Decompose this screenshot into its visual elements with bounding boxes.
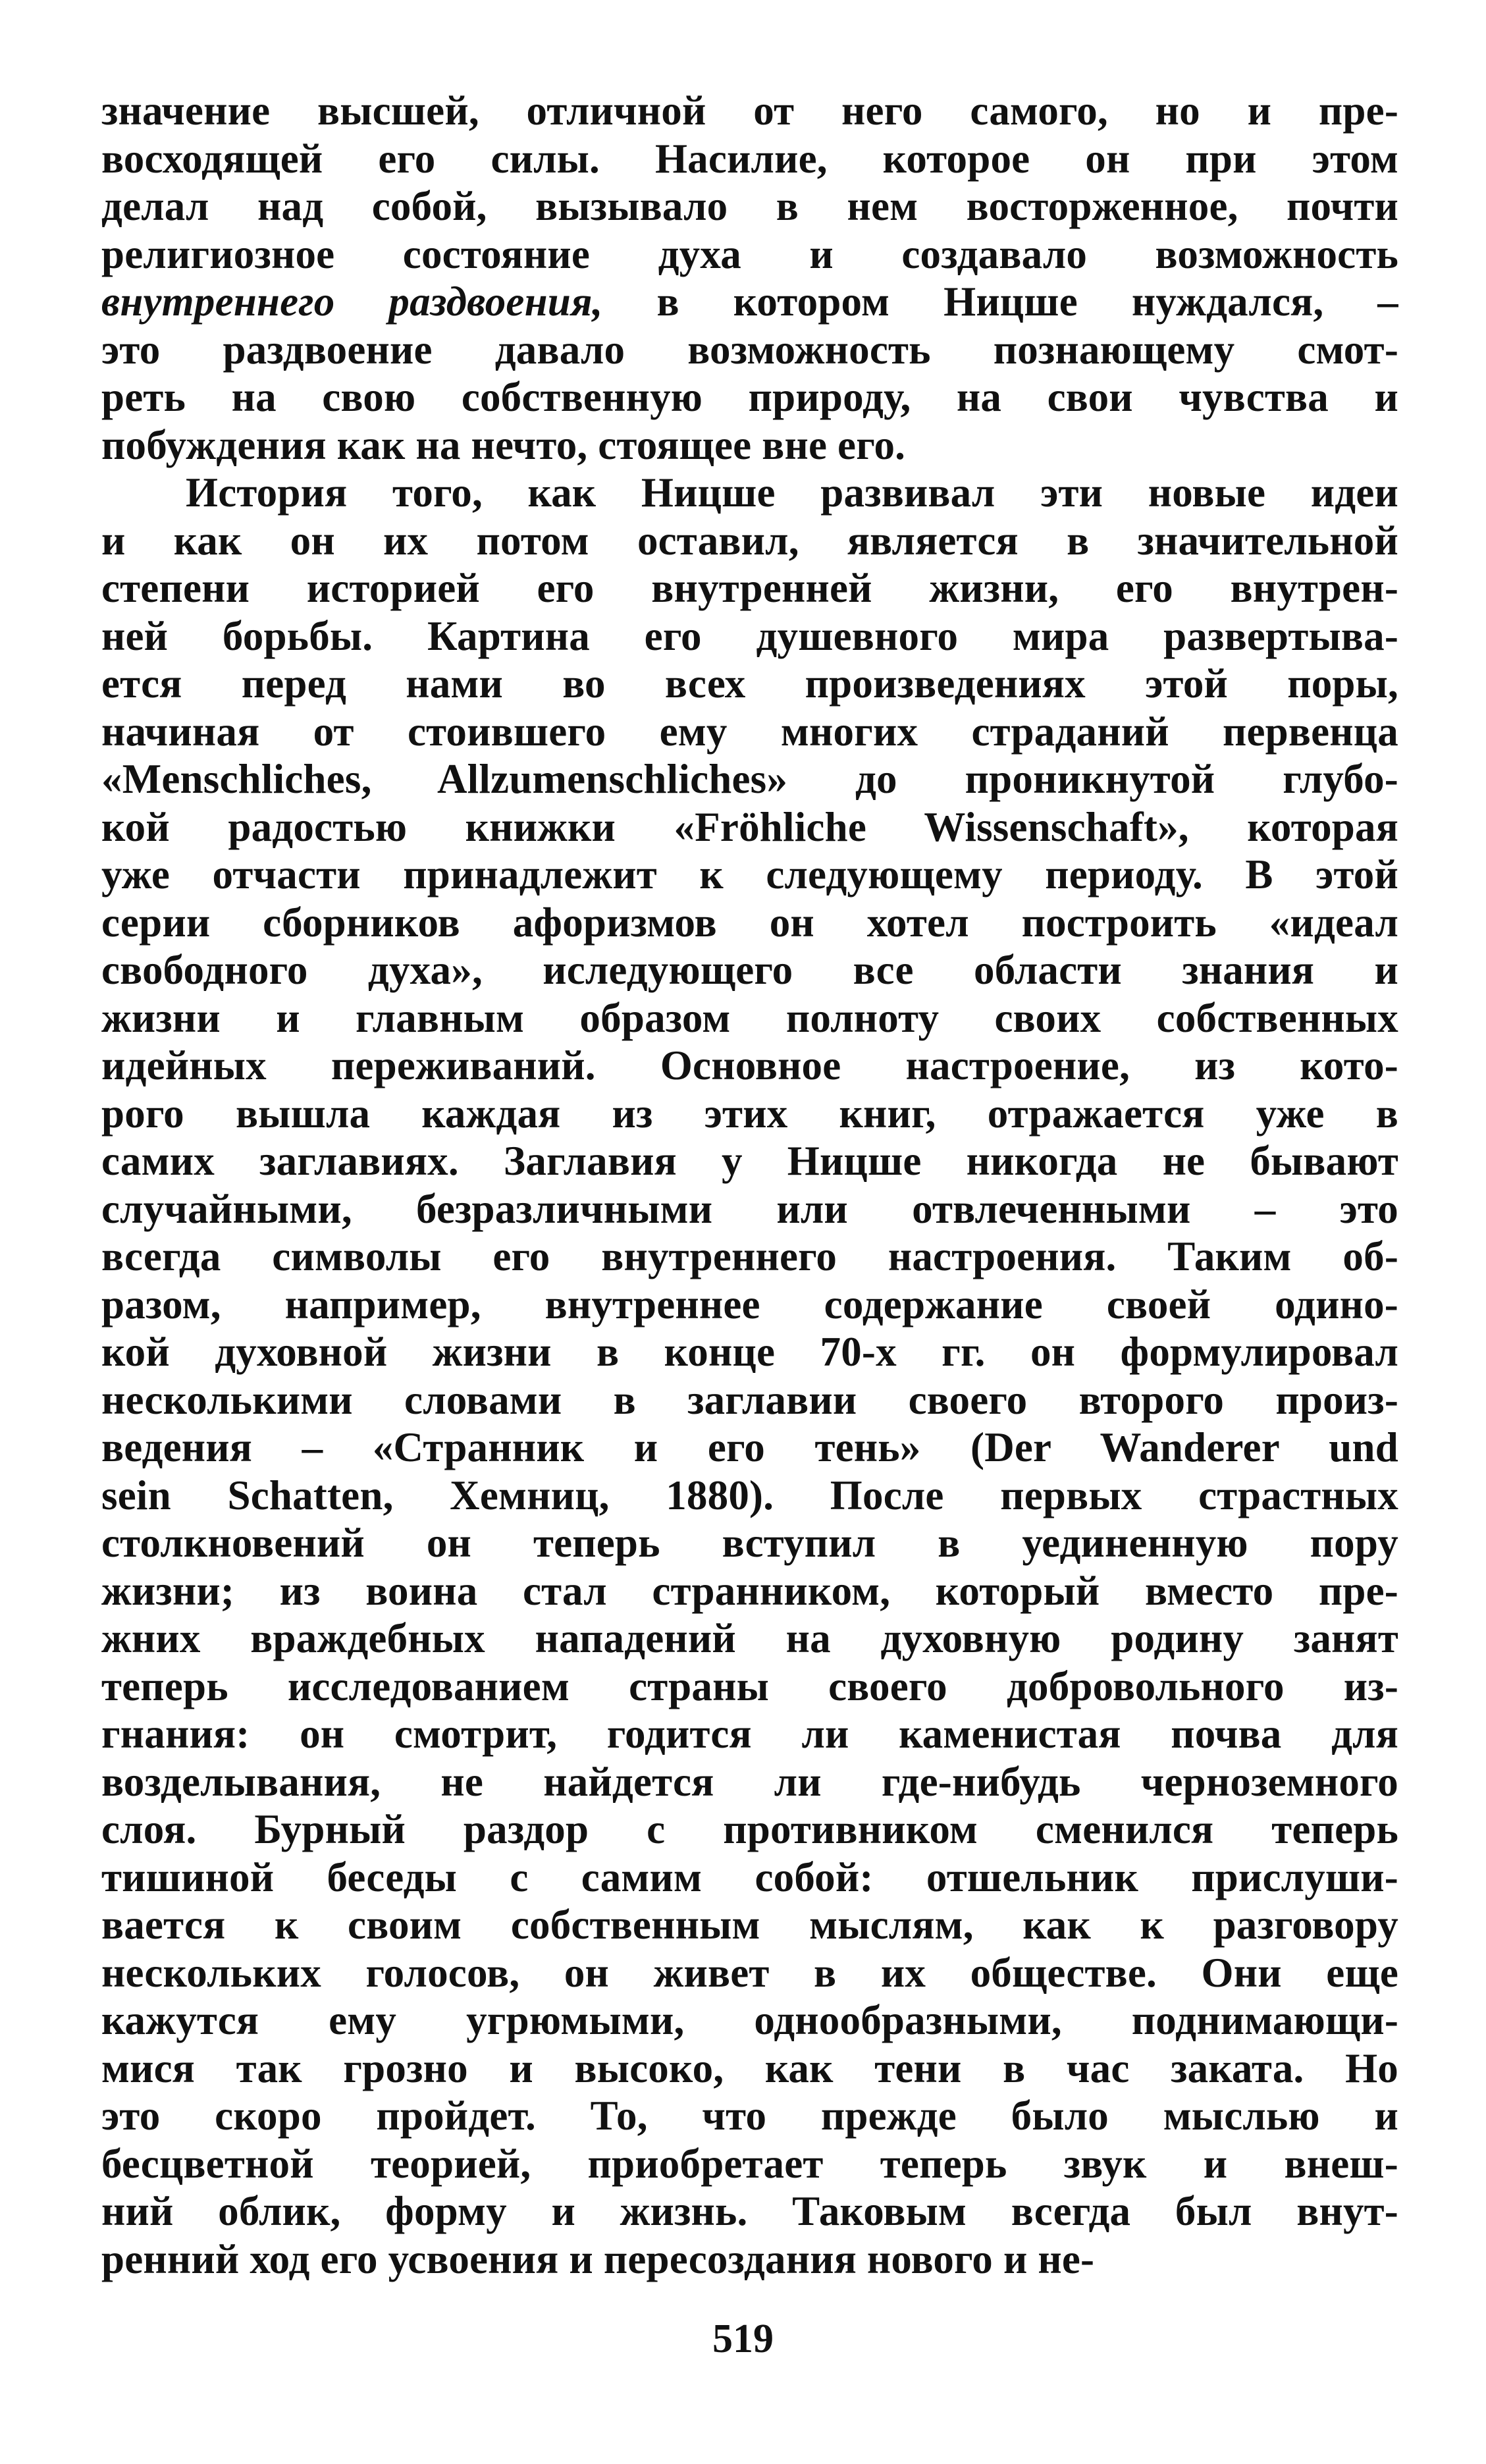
page-text (101, 87, 1398, 2283)
text-line: несколькими словами в заглавии своего второго произ- (101, 1376, 1398, 1423)
page-number: 519 (712, 2317, 774, 2361)
text-line: теперь исследованием страны своего добровольного из- (101, 1663, 1398, 1709)
text-line: sein Schatten, Хемниц, 1880). После первых страстных (101, 1472, 1398, 1518)
text-line: и как он их потом оставил, является в значительной (101, 517, 1398, 564)
text-line: значение высшей, отличной от него самого, но и пре- (101, 88, 1398, 134)
text-line: ренний ход его усвоения и пересоздания нового и не- (101, 2236, 1095, 2282)
text-line: тишиной беседы с самим собой: отшельник прислуши- (101, 1854, 1398, 1900)
text-line: самих заглавиях. Заглавия у Ницше никогда не бывают (101, 1138, 1398, 1184)
text-line: делал над собой, вызывало в нем восторженное, почти (101, 183, 1398, 229)
text-line: побуждения как на нечто, стоящее вне его. (101, 421, 906, 468)
text-line: ведения – «Странник и его тень» (Der Wanderer und (101, 1424, 1398, 1470)
text-line: кой духовной жизни в конце 70-х гг. он формулировал (101, 1329, 1398, 1375)
text-line: разом, например, внутреннее содержание своей одино- (101, 1281, 1398, 1327)
text-line: свободного духа», иследующего все области знания и (101, 947, 1398, 993)
text-line: История того, как Ницше развивал эти новые идеи (186, 469, 1398, 516)
text-line: нескольких голосов, он живет в их обществе. Они еще (101, 1949, 1398, 1996)
text-line: возделывания, не найдется ли где-нибудь черноземного (101, 1758, 1398, 1805)
text-line: «Menschliches, Allzumenschliches» до проникнутой глубо- (101, 756, 1398, 802)
text-line: вается к своим собственным мыслям, как к разговору (101, 1902, 1398, 1948)
text-line: начиная от стоившего ему многих страданий первенца (101, 708, 1398, 755)
text-line: жизни и главным образом полноту своих собственных (101, 994, 1398, 1041)
text-line: степени историей его внутренней жизни, его внутрен- (101, 565, 1398, 611)
text-line: ется перед нами во всех произведениях этой поры, (101, 660, 1398, 707)
text-line: жних враждебных нападений на духовную родину занят (101, 1615, 1398, 1661)
text-line: уже отчасти принадлежит к следующему периоду. В этой (101, 851, 1398, 897)
text-line: мися так грозно и высоко, как тени в час заката. Но (101, 2045, 1398, 2091)
line-rest: в котором Ницше нуждался, – (602, 279, 1398, 325)
text-line: реть на свою собственную природу, на свои чувства и (101, 374, 1398, 420)
text-line: гнания: он смотрит, годится ли каменистая почва для (101, 1711, 1398, 1757)
italic-phrase: внутреннего раздвоения, (101, 279, 603, 325)
text-line: восходящей его силы. Насилие, которое он при этом (101, 135, 1398, 182)
text-line: столкновений он теперь вступил в уединенную пору (101, 1520, 1398, 1566)
text-line: рого вышла каждая из этих книг, отражается уже в (101, 1090, 1398, 1137)
text-line: жизни; из воина стал странником, который вместо пре- (101, 1567, 1398, 1614)
text-line: идейных переживаний. Основное настроение, из кото- (101, 1042, 1398, 1088)
text-line: это скоро пройдет. То, что прежде было мыслью и (101, 2093, 1398, 2139)
text-line (101, 278, 1398, 326)
text-line: бесцветной теорией, приобретает теперь звук и внеш- (101, 2140, 1398, 2187)
text-line: случайными, безразличными или отвлеченными – это (101, 1185, 1398, 1232)
text-line: слоя. Бурный раздор с противником сменился теперь (101, 1806, 1398, 1852)
text-line: ней борьбы. Картина его душевного мира развертыва- (101, 612, 1398, 659)
text-line: серии сборников афоризмов он хотел построить «идеал (101, 899, 1398, 946)
text-line: кой радостью книжки «Fröhliche Wissenschaft», которая (101, 803, 1398, 850)
text-line: ний облик, форму и жизнь. Таковым всегда был внут- (101, 2188, 1398, 2234)
text-line: это раздвоение давало возможность познающему смот- (101, 326, 1398, 373)
text-line: кажутся ему угрюмыми, однообразными, поднимающи- (101, 1997, 1398, 2043)
text-line: религиозное состояние духа и создавало возможность (101, 230, 1398, 277)
text-line: всегда символы его внутреннего настроения. Таким об- (101, 1233, 1398, 1279)
